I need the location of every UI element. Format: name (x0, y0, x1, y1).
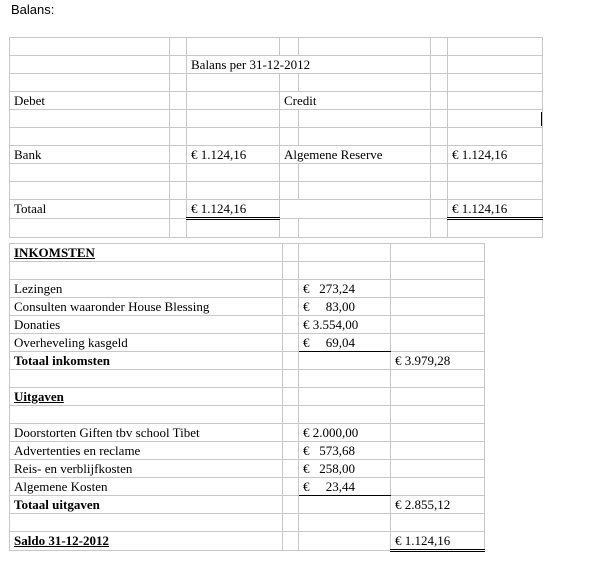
table-row (10, 388, 485, 406)
table-row (10, 244, 485, 262)
table-row (10, 128, 543, 146)
page-heading: Balans: (11, 2, 55, 17)
table-row (10, 532, 485, 551)
expense-label[interactable]: Reis- en verblijfkosten (10, 460, 283, 478)
table-row (10, 262, 485, 280)
table-row (10, 164, 543, 182)
table-row (10, 406, 485, 424)
debet-label[interactable]: Debet (10, 92, 170, 110)
income-label[interactable]: Overheveling kasgeld (10, 334, 283, 352)
table-row (10, 56, 543, 74)
table-row (10, 316, 485, 334)
expense-amount[interactable]: € 258,00 (299, 460, 391, 478)
saldo-label[interactable]: Saldo 31-12-2012 (10, 532, 283, 551)
table-row (10, 92, 543, 110)
table-row (10, 442, 485, 460)
expense-amount[interactable]: € 2.000,00 (299, 424, 391, 442)
table-row (10, 38, 543, 56)
table-row (10, 280, 485, 298)
totaal-credit-amount[interactable]: € 1.124,16 (448, 200, 543, 219)
totaal-uitgaven-label[interactable]: Totaal uitgaven (10, 496, 283, 514)
income-amount[interactable]: € 69,04 (299, 334, 391, 352)
reserve-label[interactable]: Algemene Reserve (280, 146, 431, 164)
totaal-debet-amount[interactable]: € 1.124,16 (187, 200, 280, 219)
bank-amount[interactable]: € 1.124,16 (187, 146, 280, 164)
table-row (10, 219, 543, 238)
totaal-inkomsten-label[interactable]: Totaal inkomsten (10, 352, 283, 370)
uitgaven-header[interactable]: Uitgaven (10, 388, 283, 406)
income-amount[interactable]: € 273,24 (299, 280, 391, 298)
table-row (10, 110, 543, 128)
income-label[interactable]: Lezingen (10, 280, 283, 298)
expense-label[interactable]: Algemene Kosten (10, 478, 283, 496)
income-label[interactable]: Donaties (10, 316, 283, 334)
table-row (10, 460, 485, 478)
expense-amount[interactable]: € 23,44 (299, 478, 391, 496)
income-amount[interactable]: € 83,00 (299, 298, 391, 316)
expense-amount[interactable]: € 573,68 (299, 442, 391, 460)
totaal-inkomsten-amount[interactable]: € 3.979,28 (391, 352, 485, 370)
table-row (10, 200, 543, 219)
table-row (10, 352, 485, 370)
totaal-label[interactable]: Totaal (10, 200, 170, 219)
table-row (10, 514, 485, 532)
totaal-uitgaven-amount[interactable]: € 2.855,12 (391, 496, 485, 514)
income-label[interactable]: Consulten waaronder House Blessing (10, 298, 283, 316)
income-amount[interactable]: € 3.554,00 (299, 316, 391, 334)
inkomsten-header[interactable]: INKOMSTEN (10, 244, 283, 262)
table-row (10, 370, 485, 388)
table-row (10, 146, 543, 164)
credit-label[interactable]: Credit (280, 92, 431, 110)
saldo-amount[interactable]: € 1.124,16 (391, 532, 485, 551)
balance-title[interactable]: Balans per 31-12-2012 (187, 56, 431, 74)
expense-label[interactable]: Advertenties en reclame (10, 442, 283, 460)
table-row (10, 298, 485, 316)
table-row (10, 424, 485, 442)
table-row (10, 334, 485, 352)
text-cursor (541, 112, 542, 126)
table-row (10, 74, 543, 92)
income-expense-table (9, 243, 485, 552)
reserve-amount[interactable]: € 1.124,16 (448, 146, 543, 164)
balance-table (9, 37, 543, 238)
bank-label[interactable]: Bank (10, 146, 170, 164)
table-row (10, 478, 485, 496)
table-row (10, 182, 543, 200)
table-row (10, 496, 485, 514)
expense-label[interactable]: Doorstorten Giften tbv school Tibet (10, 424, 283, 442)
